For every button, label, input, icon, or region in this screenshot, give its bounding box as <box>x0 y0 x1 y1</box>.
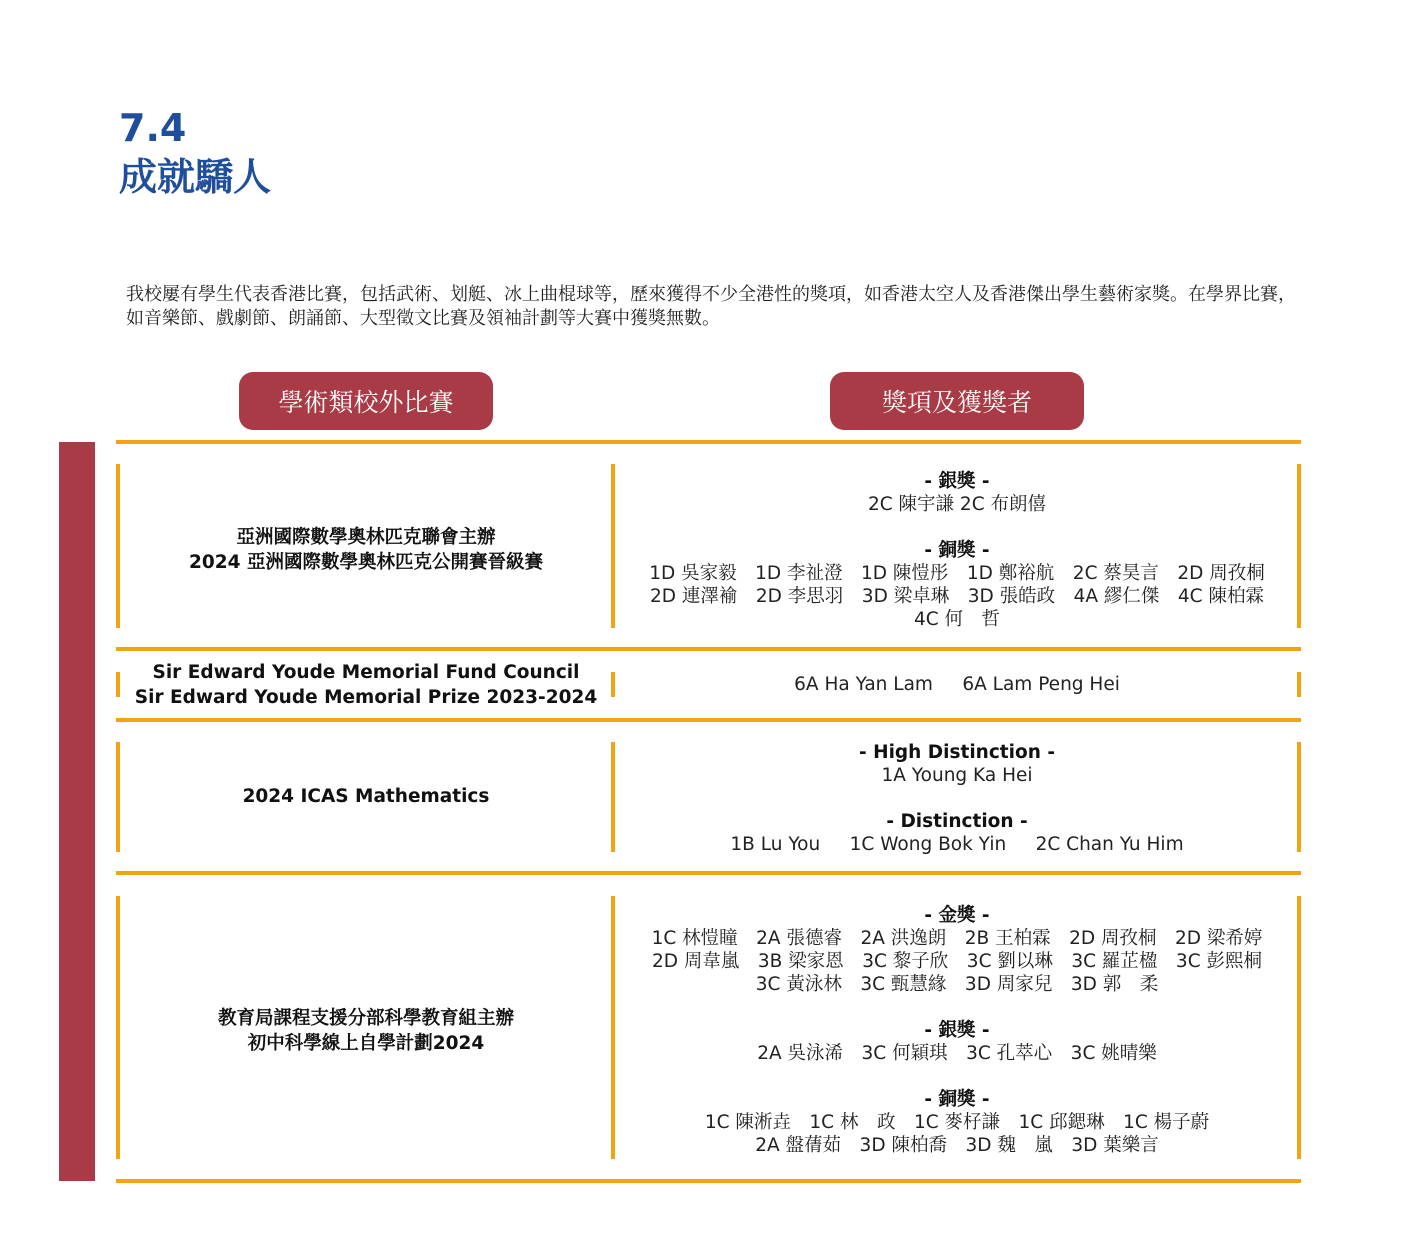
award-heading: - 金獎 - <box>924 904 990 926</box>
award-winners: 2D 周韋嵐 3B 梁家恩 3C 黎子欣 3C 劉以琳 3C 羅芷楹 3C 彭熙桐 <box>651 950 1262 972</box>
award-winners: 1A Young Ka Hei <box>881 765 1033 786</box>
competition-line: Sir Edward Youde Memorial Prize 2023-2024 <box>134 686 598 708</box>
table-column-rule <box>116 672 120 697</box>
award-heading: - 銅獎 - <box>924 539 990 561</box>
award-winners: 3C 黃泳林 3C 甄慧緣 3D 周家兒 3D 郭 柔 <box>755 973 1159 995</box>
awards-cell <box>617 730 1297 867</box>
award-winners: 1C 陳淅垚 1C 林 政 1C 麥杍謙 1C 邱鍶琳 1C 楊子蔚 <box>704 1111 1210 1133</box>
table-rule <box>116 440 1301 444</box>
table-rule <box>116 1179 1301 1183</box>
table-rule <box>116 871 1301 875</box>
competition-cell <box>121 460 611 640</box>
award-heading: - High Distinction - <box>858 742 1055 763</box>
award-winners: 6A Ha Yan Lam 6A Lam Peng Hei <box>794 674 1120 695</box>
table-column-rule <box>1297 672 1301 697</box>
competition-cell <box>121 888 611 1174</box>
table-column-rule <box>611 742 615 852</box>
table-column-rule <box>116 742 120 852</box>
competition-line: 2024 亞洲國際數學奧林匹克公開賽晉級賽 <box>189 552 543 573</box>
section-title: 成就驕人 <box>119 155 272 199</box>
awards-cell <box>617 651 1297 718</box>
award-heading: - Distinction - <box>886 811 1028 832</box>
table-column-rule <box>1297 896 1301 1159</box>
table-column-rule <box>611 464 615 628</box>
award-winners: 1C 林愷瞳 2A 張德睿 2A 洪逸朗 2B 王柏霖 2D 周孜桐 2D 梁希婷 <box>651 927 1263 949</box>
table-column-rule <box>116 896 120 1159</box>
competition-line: 初中科學線上自學計劃2024 <box>247 1033 485 1054</box>
header-awards-and-winners: 獎項及獲獎者 <box>830 372 1084 430</box>
table-column-rule <box>1297 464 1301 628</box>
competition-line: 亞洲國際數學奧林匹克聯會主辦 <box>236 527 496 548</box>
award-winners: 4C 何 哲 <box>913 608 1001 630</box>
awards-cell <box>617 890 1297 1170</box>
intro-paragraph: 我校屢有學生代表香港比賽，包括武術、划艇、冰上曲棍球等，歷來獲得不少全港性的獎項，如香港太空人及香港傑出學生藝術家獎。在學界比賽，如音樂節、戲劇節、朗誦節、大型徵文比賽及領袖計劃等大賽中獲獎無數。 <box>126 284 1296 329</box>
competition-line: 2024 ICAS Mathematics <box>242 786 490 807</box>
table-column-rule <box>116 464 120 628</box>
award-winners: 2A 吳泳浠 3C 何穎琪 3C 孔萃心 3C 姚晴樂 <box>757 1042 1157 1064</box>
table-column-rule <box>611 672 615 697</box>
competition-line: Sir Edward Youde Memorial Fund Council <box>152 661 580 683</box>
award-winners: 1B Lu You 1C Wong Bok Yin 2C Chan Yu Him <box>730 834 1184 855</box>
competition-cell <box>121 651 611 718</box>
award-heading: - 銀獎 - <box>924 1019 990 1041</box>
header-academic-competitions: 學術類校外比賽 <box>239 372 493 430</box>
award-winners: 2A 盤蒨茹 3D 陳柏喬 3D 魏 嵐 3D 葉樂言 <box>755 1134 1159 1156</box>
award-winners: 2D 連澤褕 2D 李思羽 3D 梁卓琳 3D 張皓政 4A 繆仁傑 4C 陳柏霖 <box>650 585 1264 607</box>
award-winners: 1D 吳家毅 1D 李祉澄 1D 陳愷彤 1D 鄭裕航 2C 蔡昊言 2D 周孜桐 <box>649 562 1265 584</box>
decorative-side-bar <box>59 442 95 1181</box>
table-column-rule <box>1297 742 1301 852</box>
award-heading: - 銀獎 - <box>924 470 990 492</box>
table-column-rule <box>611 896 615 1159</box>
section-number: 7.4 <box>119 106 187 150</box>
competition-cell <box>121 722 611 871</box>
awards-cell <box>617 460 1297 640</box>
award-winners: 2C 陳宇謙 2C 布朗僖 <box>867 493 1047 515</box>
competition-line: 教育局課程支援分部科學教育組主辦 <box>217 1008 514 1029</box>
award-heading: - 銅獎 - <box>924 1088 990 1110</box>
